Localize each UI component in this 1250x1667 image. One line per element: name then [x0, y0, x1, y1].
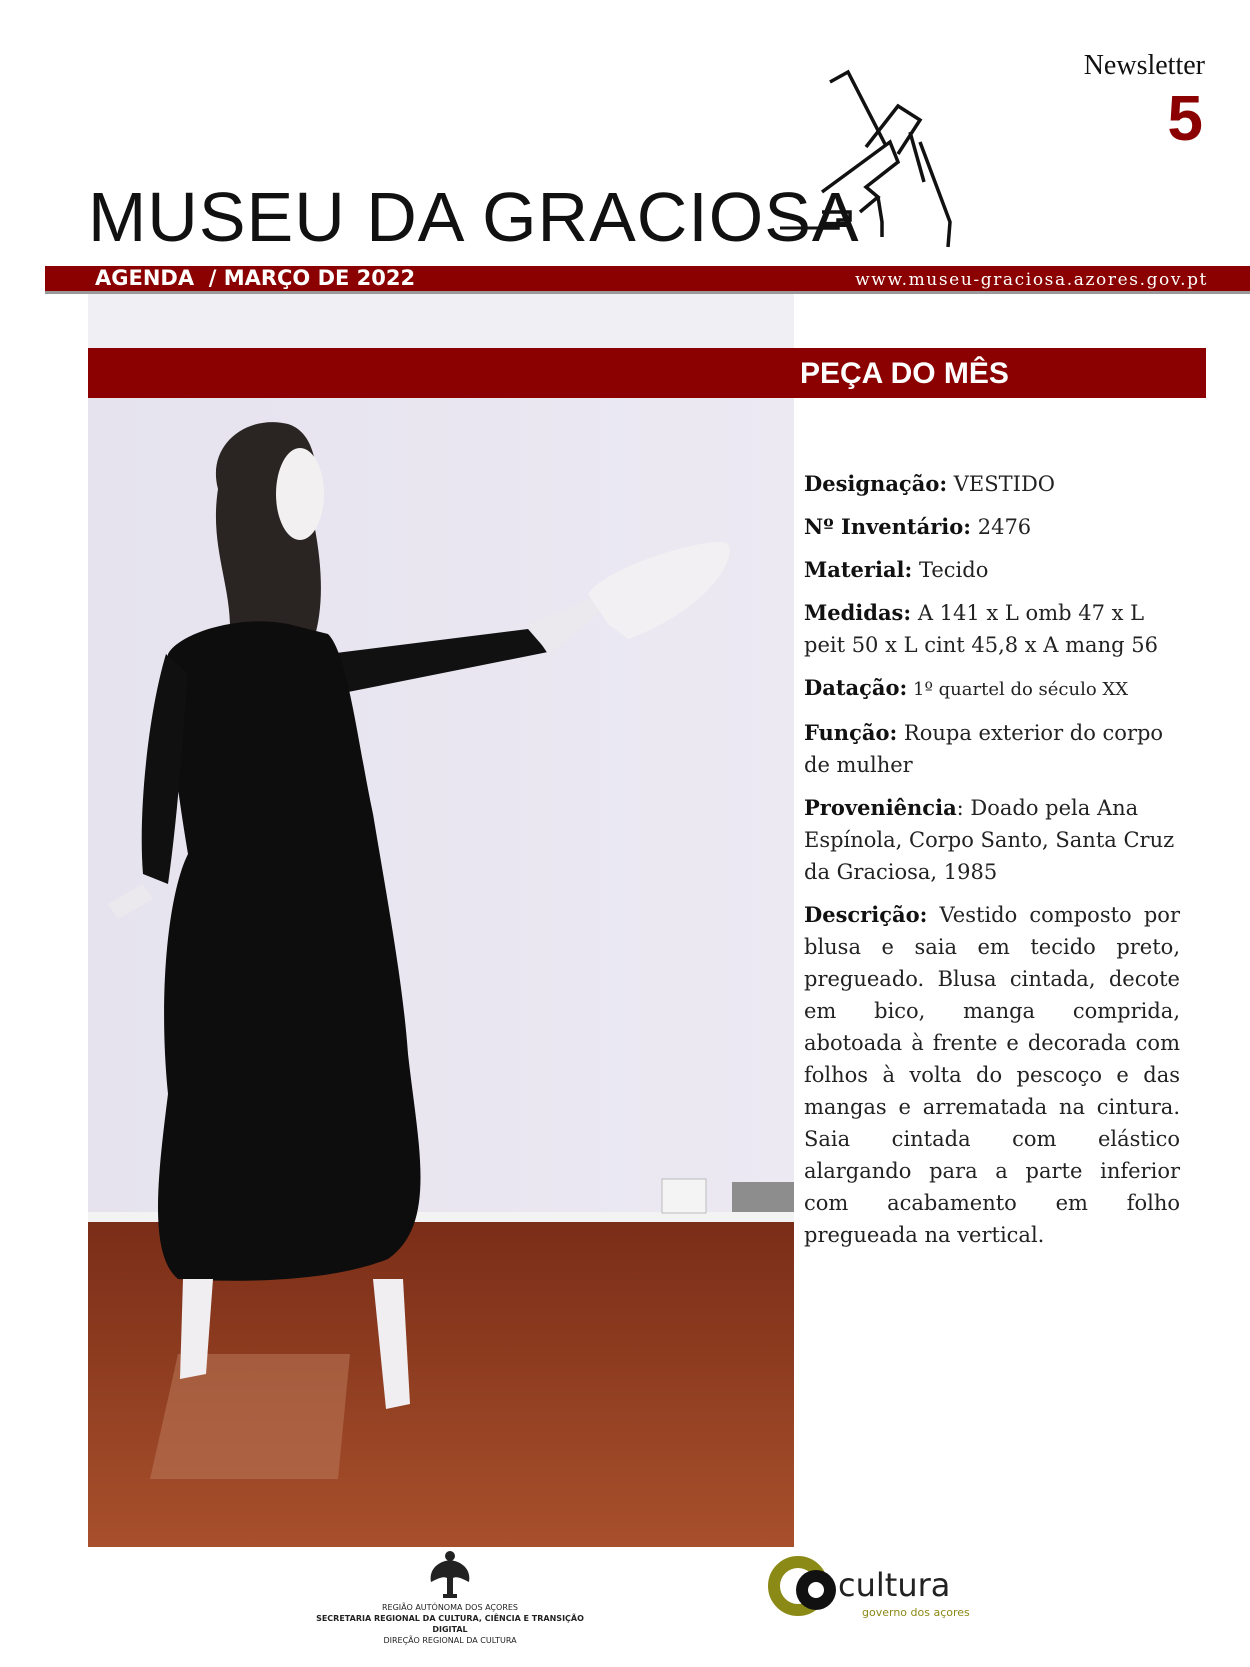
section-band: [88, 348, 1206, 398]
descricao-row: [804, 899, 1180, 1251]
windmill-logo-icon: [820, 62, 1010, 254]
material-row: [804, 554, 1180, 586]
inventario-label: Nº Inventário:: [804, 514, 972, 539]
newsletter-label: Newsletter: [1083, 50, 1205, 81]
agenda-date: AGENDA / MARÇO DE 2022: [95, 266, 416, 290]
designacao-row: [804, 468, 1180, 500]
item-details: [804, 468, 1180, 1262]
region-name: REGIÃO AUTÓNOMA DOS AÇORES: [381, 1603, 519, 1612]
dress-illustration: [88, 294, 794, 1547]
inventario-row: [804, 511, 1180, 543]
museum-title: MUSEU DA GRACIOSA: [88, 178, 860, 256]
azores-crest-icon: [425, 1548, 475, 1600]
funcao-row: [804, 717, 1180, 781]
descricao-label: Descrição:: [804, 902, 928, 927]
material-value: Tecido: [912, 558, 989, 582]
proveniencia-row: [804, 792, 1180, 888]
cultura-logo: [768, 1556, 970, 1622]
proveniencia-label: Proveniência: [804, 795, 957, 820]
secretariat-name: SECRETARIA REGIONAL DA CULTURA, CIÊNCIA E TRANSIÇÃO DIGITAL: [316, 1614, 584, 1634]
inventario-value: 2476: [971, 515, 1032, 539]
material-label: Material:: [804, 557, 913, 582]
designacao-label: Designação:: [804, 471, 948, 496]
datacao-value: 1º quartel do século XX: [907, 679, 1129, 700]
cultura-subtitle: governo dos açores: [862, 1606, 970, 1619]
funcao-value: Roupa exterior do corpo de mulher: [804, 721, 1164, 777]
medidas-label: Medidas:: [804, 600, 912, 625]
funcao-label: Função:: [804, 720, 898, 745]
descricao-value: Vestido composto por blusa e saia em tecido preto, pregueado. Blusa cintada, decote em bico, manga comprida, abotoada à frente e decorada com folhos à volta do pescoço e das mangas e arrematada na cintura. Saia cintada com elástico alargando para a parte inferior com acabamento em folho pregueada na vertical.: [804, 903, 1180, 1247]
government-credit: [300, 1602, 600, 1646]
designacao-value: VESTIDO: [947, 472, 1056, 496]
cultura-word: cultura: [838, 1566, 951, 1604]
medidas-row: [804, 597, 1180, 661]
section-title: PEÇA DO MÊS: [800, 357, 1009, 390]
directorate-name: DIREÇÃO REGIONAL DA CULTURA: [383, 1636, 517, 1645]
newsletter-number: 5: [1167, 82, 1203, 154]
website-link[interactable]: www.museu-graciosa.azores.gov.pt: [855, 270, 1208, 290]
datacao-label: Datação:: [804, 675, 908, 700]
datacao-row: [804, 672, 1180, 706]
proveniencia-value: : Doado pela Ana Espínola, Corpo Santo, Santa Cruz da Graciosa, 1985: [804, 796, 1175, 884]
dress-photo: [88, 294, 794, 1547]
medidas-value: A 141 x L omb 47 x L peit 50 x L cint 45,8 x A mang 56: [804, 601, 1158, 657]
